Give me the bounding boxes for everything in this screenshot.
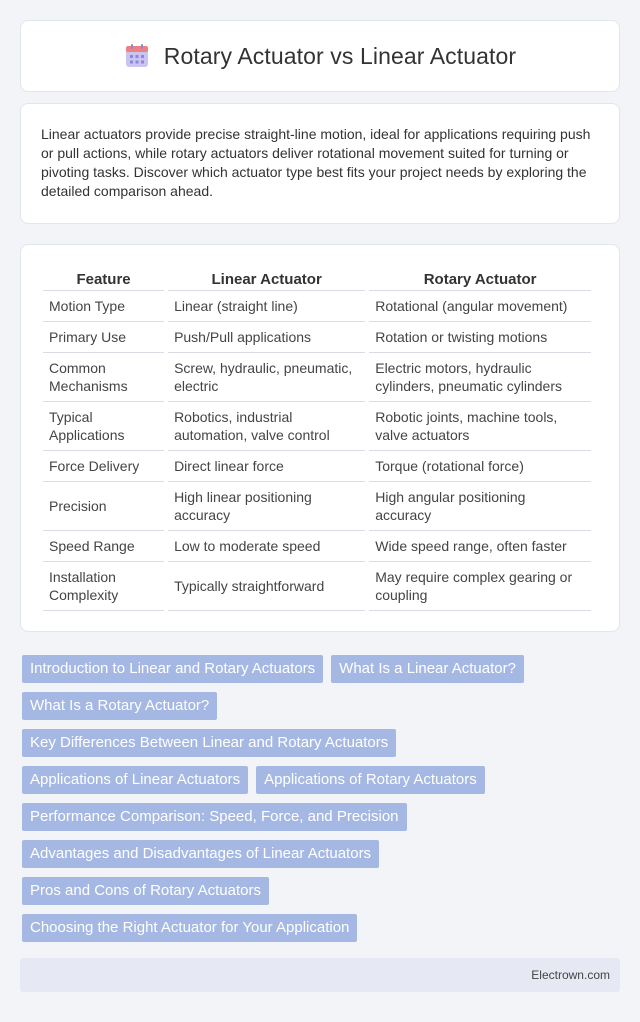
table-cell: Force Delivery [43,451,164,482]
table-cell: Typically straightforward [168,562,365,611]
link-row [22,766,622,794]
link-row [22,655,622,683]
table-cell: May require complex gearing or coupling [369,562,591,611]
table-row [43,291,591,322]
table-cell: Motion Type [43,291,164,322]
table-cell: Screw, hydraulic, pneumatic, electric [168,353,365,402]
footer [20,958,620,992]
topic-link-advantages-linear[interactable]: Advantages and Disadvantages of Linear Actuators [22,840,379,868]
table-cell: Push/Pull applications [168,322,365,353]
intro-text: Linear actuators provide precise straight-line motion, ideal for applications requiring push or pull actions, while rotary actuators deliver rotational movement suited for turning or pivoting tasks. Discover which actuator type best fits your project needs by exploring the detailed comparison ahead. [41,126,591,199]
link-row [22,840,622,868]
table-header-row [43,267,591,291]
link-row [22,877,622,905]
table-header: Linear Actuator [168,267,365,291]
title-card [20,20,620,92]
table-cell: High linear positioning accuracy [168,482,365,531]
table-cell: Wide speed range, often faster [369,531,591,562]
topic-link-applications-rotary[interactable]: Applications of Rotary Actuators [256,766,485,794]
comparison-table-card [20,244,620,632]
table-row [43,531,591,562]
topic-link-applications-linear[interactable]: Applications of Linear Actuators [22,766,248,794]
topic-link-what-is-linear[interactable]: What Is a Linear Actuator? [331,655,524,683]
page-title: Rotary Actuator vs Linear Actuator [163,42,517,69]
table-cell: Linear (straight line) [168,291,365,322]
topic-link-key-differences[interactable]: Key Differences Between Linear and Rotary Actuators [22,729,396,757]
link-row [22,803,622,831]
table-cell: Rotation or twisting motions [369,322,591,353]
table-cell: Precision [43,482,164,531]
topic-link-pros-cons-rotary[interactable]: Pros and Cons of Rotary Actuators [22,877,269,905]
topic-link-choosing[interactable]: Choosing the Right Actuator for Your Application [22,914,357,942]
footer-site-name[interactable]: Electrown.com [531,968,610,982]
table-cell: Installation Complexity [43,562,164,611]
table-row [43,451,591,482]
table-row [43,562,591,611]
calendar-icon [124,43,150,69]
table-cell: Low to moderate speed [168,531,365,562]
link-row [22,729,622,757]
table-cell: Typical Applications [43,402,164,451]
title-wrap [124,43,516,70]
table-row [43,482,591,531]
topic-link-performance[interactable]: Performance Comparison: Speed, Force, and Precision [22,803,407,831]
intro-card [20,103,620,224]
table-cell: Electric motors, hydraulic cylinders, pneumatic cylinders [369,353,591,402]
table-cell: High angular positioning accuracy [369,482,591,531]
table-row [43,402,591,451]
table-cell: Common Mechanisms [43,353,164,402]
link-row [22,914,622,942]
table-cell: Direct linear force [168,451,365,482]
table-cell: Robotics, industrial automation, valve control [168,402,365,451]
table-cell: Robotic joints, machine tools, valve actuators [369,402,591,451]
table-cell: Torque (rotational force) [369,451,591,482]
topic-link-introduction[interactable]: Introduction to Linear and Rotary Actuators [22,655,323,683]
table-cell: Rotational (angular movement) [369,291,591,322]
table-row [43,322,591,353]
table-row [43,353,591,402]
link-row [22,692,622,720]
comparison-table [39,267,595,611]
table-cell: Speed Range [43,531,164,562]
topic-link-what-is-rotary[interactable]: What Is a Rotary Actuator? [22,692,217,720]
table-header: Rotary Actuator [369,267,591,291]
table-cell: Primary Use [43,322,164,353]
topic-links [22,655,622,951]
table-header: Feature [43,267,164,291]
